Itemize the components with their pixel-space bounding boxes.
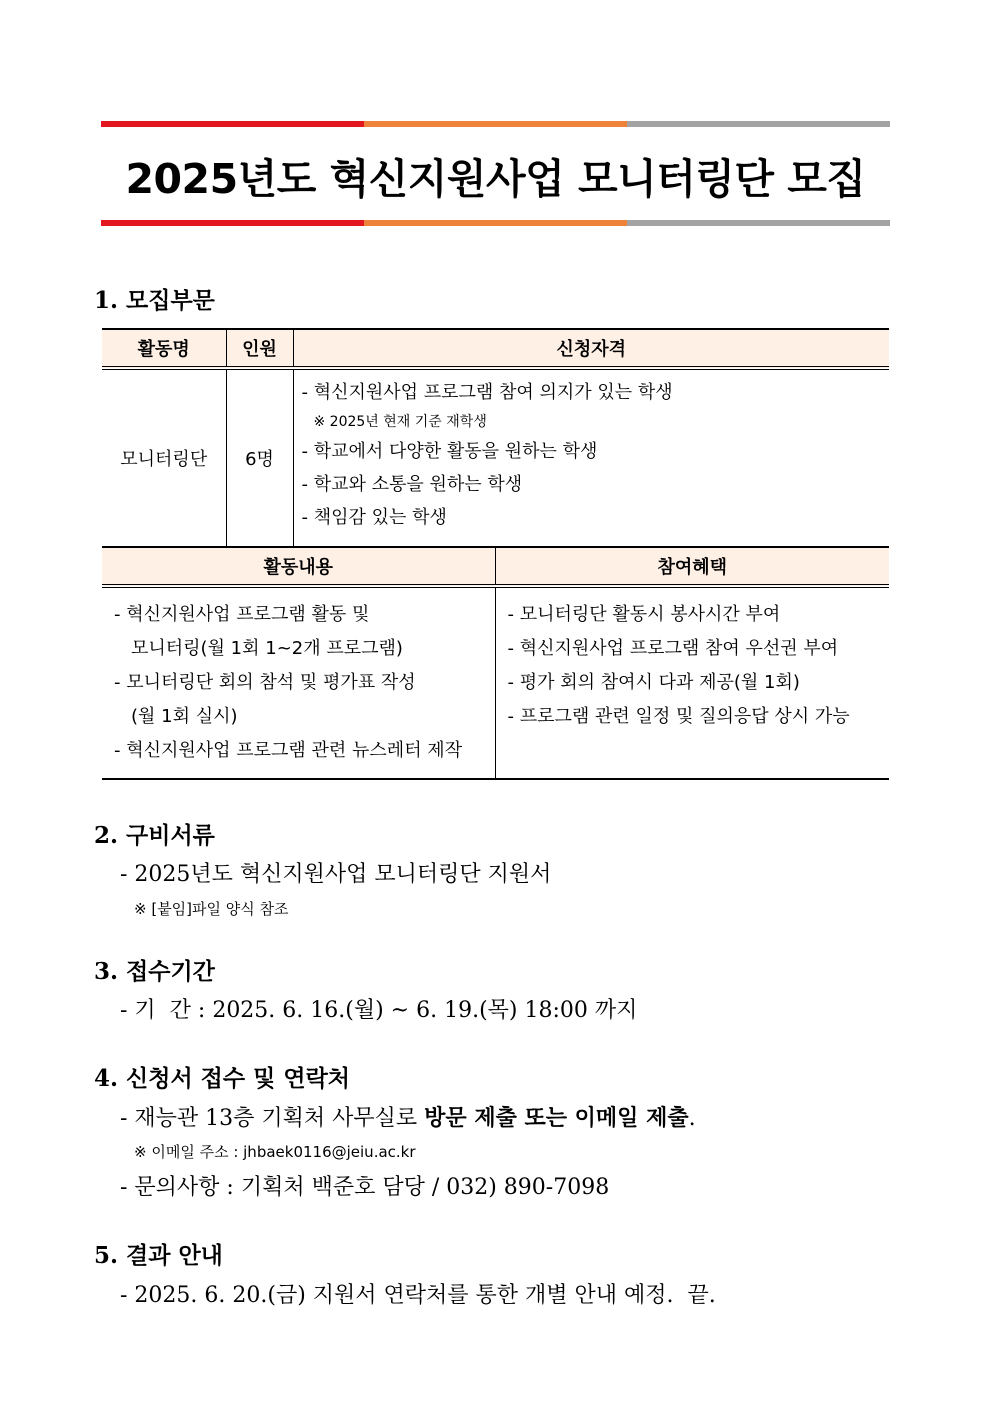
header-activity: 활동명: [102, 329, 226, 368]
section3-item: [120, 993, 637, 1024]
section3-heading: 3. 접수기간: [94, 958, 215, 985]
submission-location: - 재능관 13층 기획처 사무실로: [120, 1106, 425, 1131]
qualification-note: ※ 2025년 현재 기준 재학생: [313, 414, 487, 430]
benefit-item: - 평가 회의 참여시 다과 제공(월 1회): [507, 672, 800, 693]
section4-heading: 4. 신청서 접수 및 연락처: [94, 1065, 351, 1092]
benefit-item: - 혁신지원사업 프로그램 참여 우선권 부여: [507, 638, 839, 659]
section2-item: - 2025년도 혁신지원사업 모니터링단 지원서: [120, 862, 552, 887]
table-subheader-row: [102, 547, 889, 586]
content-item: - 모니터링단 회의 참석 및 평가표 작성: [114, 672, 416, 693]
activity-name: 모니터링단: [120, 449, 208, 470]
qualification-item: - 학교에서 다양한 활동을 원하는 학생: [301, 441, 598, 462]
section5-heading: 5. 결과 안내: [94, 1242, 223, 1269]
table-row: [102, 586, 889, 779]
submission-period: .: [688, 1106, 696, 1131]
section5-item: - 2025. 6. 20.(금) 지원서 연락처를 통한 개별 안내 예정. 끝.: [120, 1283, 716, 1308]
table-header-row: [102, 329, 889, 368]
content-item: (월 1회 실시): [131, 706, 238, 727]
title-bottom-rule: [101, 220, 890, 226]
content-item: - 혁신지원사업 프로그램 활동 및: [114, 604, 370, 625]
title-top-rule: [101, 121, 890, 127]
benefits-cell: [495, 586, 889, 779]
section4-item: [120, 1101, 696, 1132]
header-qualification: 신청자격: [293, 329, 889, 368]
recruitment-table: [102, 328, 889, 780]
content-cell: [102, 586, 495, 779]
member-count: 6명: [226, 368, 293, 547]
header-content: 활동내용: [102, 547, 495, 586]
period-text: - 기 간 : 2025. 6. 16.(월) ~ 6. 19.(목) 18:00 까지: [120, 998, 638, 1023]
header-benefits: 참여혜택: [495, 547, 889, 586]
qualification-cell: [293, 368, 889, 547]
section2-heading: 2. 구비서류: [94, 822, 215, 849]
content-item: 모니터링(월 1회 1~2개 프로그램): [131, 638, 403, 659]
contact-info: - 문의사항 : 기획처 백준호 담당 / 032) 890-7098: [120, 1175, 610, 1200]
submission-method: 방문 제출 또는 이메일 제출: [424, 1105, 689, 1131]
benefit-item: - 프로그램 관련 일정 및 질의응답 상시 가능: [507, 706, 850, 727]
content-item: - 혁신지원사업 프로그램 관련 뉴스레터 제작: [114, 740, 463, 761]
benefit-item: - 모니터링단 활동시 봉사시간 부여: [507, 604, 781, 625]
page-title: 2025년도 혁신지원사업 모니터링단 모집: [125, 155, 866, 203]
email-note: ※ 이메일 주소 : jhbaek0116@jeiu.ac.kr: [134, 1143, 416, 1161]
header-count: 인원: [226, 329, 293, 368]
table-row: [102, 368, 889, 547]
qualification-item: - 책임감 있는 학생: [301, 507, 447, 528]
section1-heading: 1. 모집부문: [94, 287, 215, 314]
qualification-item: - 혁신지원사업 프로그램 참여 의지가 있는 학생: [301, 382, 673, 403]
qualification-item: - 학교와 소통을 원하는 학생: [301, 474, 523, 495]
section2-note: ※ [붙임]파일 양식 참조: [134, 900, 289, 918]
